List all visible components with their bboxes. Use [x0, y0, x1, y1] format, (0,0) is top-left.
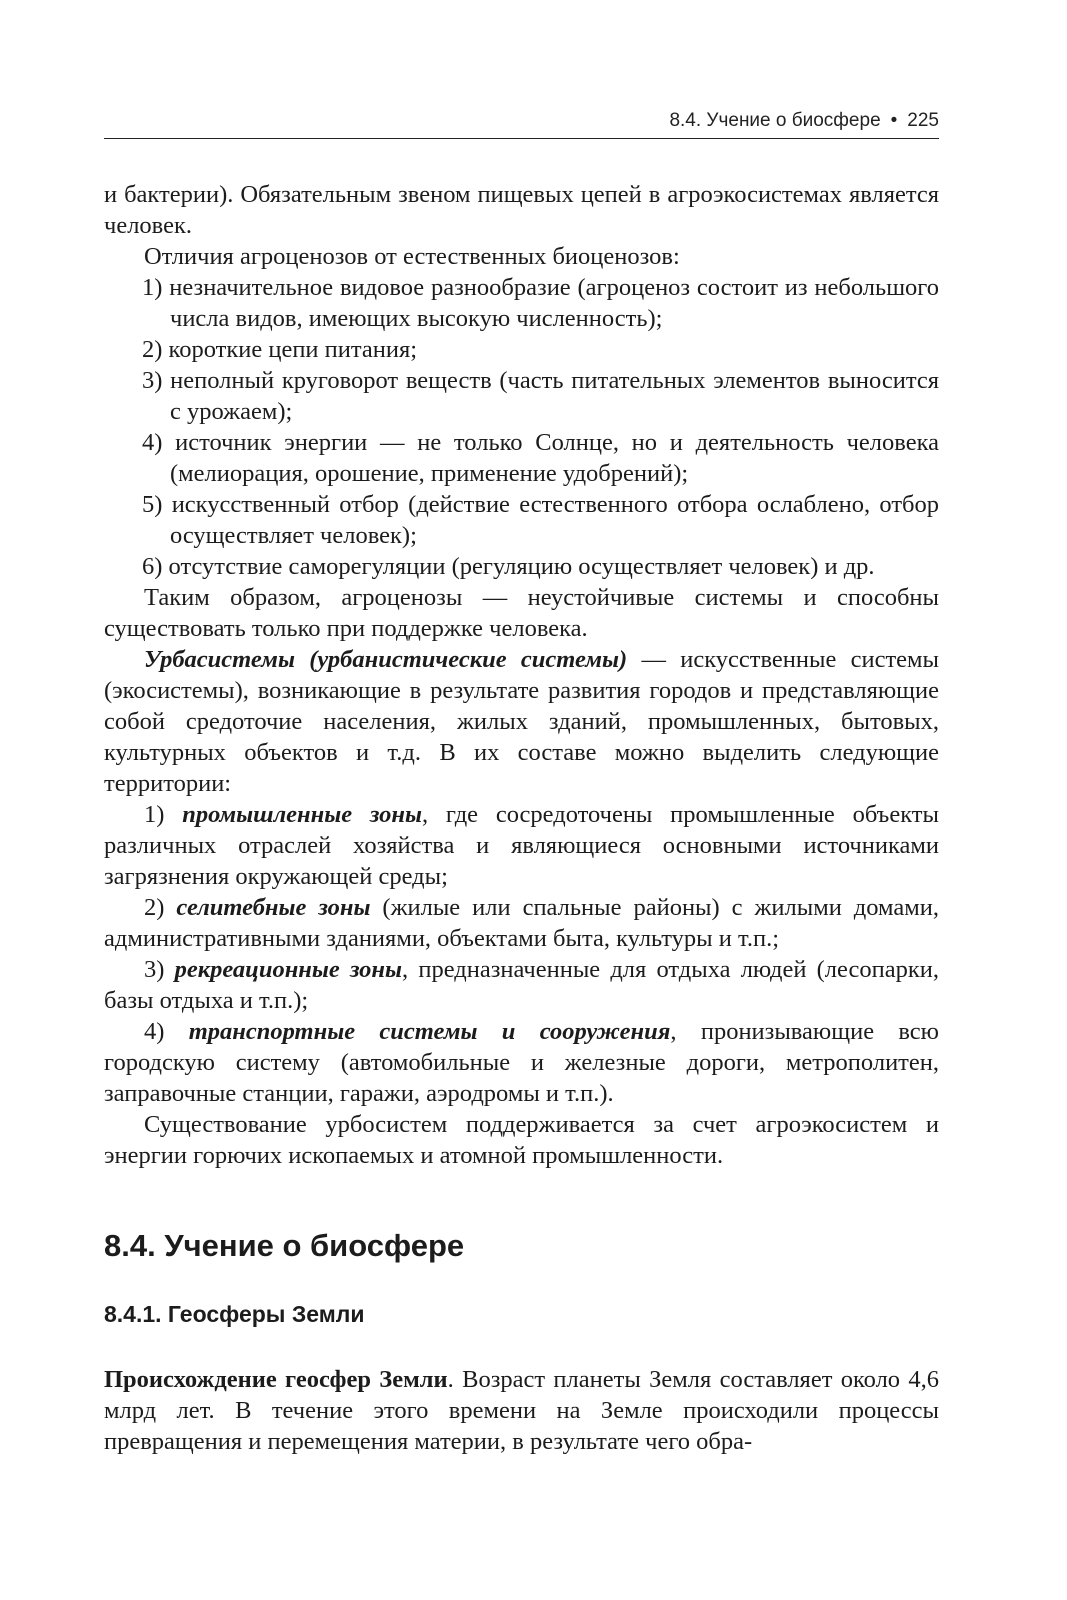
paragraph-4-text: — искусственные системы (экосистемы), возникающие в результате развития городов и представляющие собой средоточие населения, жилых зданий, промышленных, бытовых, культурных объектов и т.д. В их составе можно выделить следующие территории: [104, 646, 940, 797]
paragraph-1: и бактерии). Обязательным звеном пищевых цепей в агроэкосистемах является человек. [104, 181, 939, 239]
zone-item-2 [104, 892, 939, 954]
zone-number: 1) [144, 801, 183, 828]
zone-term: промышленные зоны [182, 801, 422, 828]
paragraph-4 [104, 644, 939, 799]
zone-number: 3) [144, 956, 175, 983]
zone-item-4 [104, 1016, 939, 1109]
zone-number: 2) [144, 894, 177, 921]
paragraph-3: Таким образом, агроценозы — неустойчивые системы и способны существовать только при поддержке человека. [104, 584, 939, 642]
header-bullet: • [890, 110, 898, 131]
zone-number: 4) [144, 1018, 189, 1045]
term-urbasystems: Урбасистемы (урбанистические системы) [144, 646, 628, 673]
section-body-text [104, 1364, 939, 1457]
zone-text: , пронизывающие всю городскую систему (автомобильные и железные дороги, метрополитен, заправочные станции, гаражи, аэродромы и т.п.). [104, 1018, 939, 1107]
section-heading: 8.4. Учение о биосфере [104, 1228, 465, 1263]
list-item-2: 2) короткие цепи питания; [142, 336, 418, 363]
header-page-number: 225 [907, 110, 939, 131]
zone-item-1 [104, 799, 939, 892]
zone-term: рекреационные зоны [174, 956, 403, 983]
list-item-6: 6) отсутствие саморегуляции (регуляцию осуществляет человек) и др. [142, 553, 875, 580]
list-item-1: 1) незначительное видовое разнообразие (агроценоз состоит из небольшого числа видов, имеющих высокую численность); [142, 274, 939, 332]
header-section-title: 8.4. Учение о биосфере [669, 110, 881, 131]
list-item-4: 4) источник энергии — не только Солнце, но и деятельность человека (мелиорация, орошение, применение удобрений); [142, 429, 939, 487]
paragraph-6 [104, 1364, 939, 1457]
zone-text: , предназначенные для отдыха людей (лесопарки, базы отдыха и т.п.); [104, 956, 939, 1014]
subsection-heading: 8.4.1. Геосферы Земли [104, 1301, 365, 1327]
list-item-5: 5) искусственный отбор (действие естественного отбора ослаблено, отбор осуществляет человек); [142, 491, 939, 549]
paragraph-5: Существование урбосистем поддерживается за счет агроэкосистем и энергии горючих ископаемых и атомной промышленности. [104, 1111, 939, 1169]
list-item-3: 3) неполный круговорот веществ (часть питательных элементов выносится с урожаем); [142, 367, 939, 425]
zone-item-3 [104, 954, 939, 1016]
zone-text: , где сосредоточены промышленные объекты различных отраслей хозяйства и являющиеся основными источниками загрязнения окружающей среды; [104, 801, 939, 890]
zone-term: транспортные системы и сооружения [188, 1018, 671, 1045]
running-header [104, 110, 939, 139]
paragraph-2: Отличия агроценозов от естественных биоценозов: [144, 243, 680, 270]
paragraph-6-text: . Возраст планеты Земля составляет около 4,6 млрд лет. В течение этого времени на Земле происходили процессы превращения и перемещения материи, в результате чего обра- [104, 1366, 940, 1455]
term-geospheres-origin: Происхождение геосфер Земли [104, 1366, 448, 1393]
body-text [104, 179, 939, 1171]
zone-text: (жилые или спальные районы) с жилыми домами, административными зданиями, объектами быта, культуры и т.п.; [104, 894, 939, 952]
zone-term: селитебные зоны [176, 894, 371, 921]
